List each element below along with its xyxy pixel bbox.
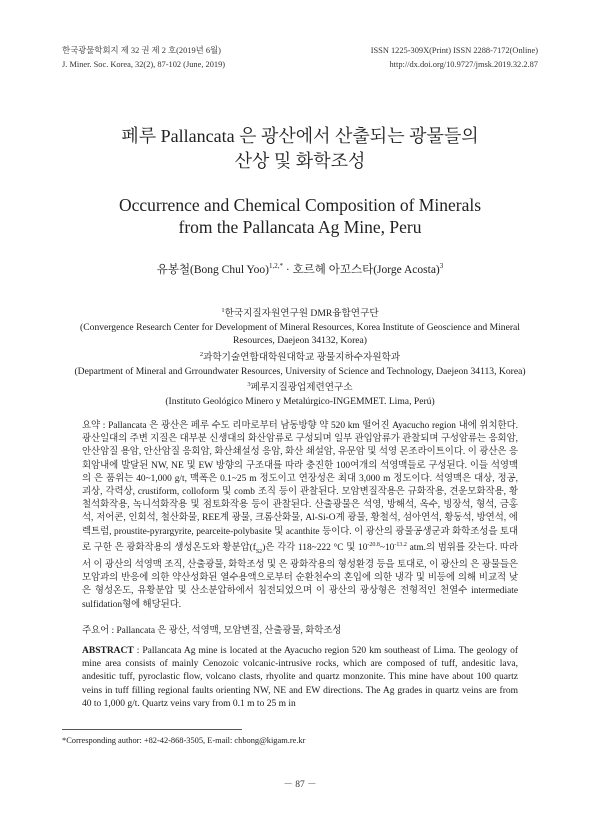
author-yoo-affil: 1,2,* [268,262,283,271]
english-abstract-label: ABSTRACT [82,646,134,656]
korean-abstract-label: 요약 [82,421,101,431]
korean-title [0,124,600,174]
page-number: － 87 － [283,780,317,790]
author-acosta: 호르헤 아꼬스타(Jorge Acosta) [292,264,440,276]
journal-header-left [62,44,225,71]
english-abstract: ABSTRACT : Pallancata Ag mine is located at the Ayacucho region 520 km southeast of Lima. The geology of mine area consists of mainly Cenozoic volcanic-intrusive rocks, which are composed of tuff, andesitic lava, andesitic tuff, pyroclastic flow, volcano clasts, rhyolite and quartz monzonite. This mine have about 100 quartz veins in tuff filling regional faults orienting NW, NE and EW directions. The Ag grades in quartz veins are from 40 to 1,000 g/t. Quartz veins vary from 0.1 m to 25 m in [82,646,518,709]
issn-line: ISSN 1225-309X(Print) ISSN 2288-7172(Online) [370,46,538,55]
english-title-line1: Occurrence and Chemical Composition of Minerals [118,195,482,215]
korean-abstract: 요약 : Pallancata 은 광산은 페루 수도 리마로부터 남동방향 약 520 km 떨어진 Ayacucho region 내에 위치한다. 광산일대의 주변 지질은 대부분 신생대의 화산암류로 구성되며 일부 관입암류가 관찰되며 구성암류는 응회암, 안산암질 용암, 안산암질 응회암, 화산쇄설성 응암, 화산 쇄설암, 유문암 및 석영 몬조라이트이다. 이 광산은 응회암내에 발달된 NW, NE 및 EW 방향의 구조대를 따라 충진한 100여개의 석영맥들로 구성된다. 이들 석영맥의 은 품위는 40~1,000 g/t, 맥폭은 0.1~25 m 정도이고 연장성은 최대 3,000 m 정도이다. 석영맥은 대상, 정공, 괴상, 각력상, crustiform, colloform 및 comb 조직 등이 관찰된다. 모암변질작용은 규화작용, 견운모화작용, 황철석화작용, 녹니석화작용 및 점토화작용 등이 관찰된다. 산출광물은 석영, 방해석, 옥수, 빙장석, 형석, 금홍석, 저어콘, 인회석, 철산화물, REE계 광물, 크롬산화물, Al-Si-O계 광물, 황철석, 섬아연석, 황동석, 방연석, 에렉트럼, proustite-pyrargyrite, pearceite-polybasite 및 acanthite 등이다. 이 광산의 광물공생군과 화학조성을 토대로 구한 은 광화작용의 생성온도와 황분압$(f_{S2})$은 각각 118~222 °C 및 $10^{-20.8}\sim 10^{-13.2}$ atm.의 범위를 갖는다. 따라서 이 광산의 석영맥 조직, 산출광물, 화학조성 및 은 광화작용의 형성환경 등을 토대로, 이 광산의 은 광물들은 모암과의 반응에 의한 약산성화된 열수용액으로부터 순환천수의 혼입에 의한 냉각 및 비등에 의해 비교적 낮은 형성온도, 유황분압 및 산소분압하에서 침전되었으며 이 광산의 광상형은 전형적인 천열수 intermediate sulfidation형에 해당된다. [82,421,518,610]
korean-title-line2: 산상 및 화학조성 [234,151,366,171]
korean-abstract-text: Pallancata 은 광산은 페루 수도 리마로부터 남동방향 약 520 km 떨어진 Ayacucho region 내에 위치한다. 광산일대의 주변 지질은 대부분 신생대의 화산암류로 구성되며 일부 관입암류가 관찰되며 구성암류는 응회암, 안산암질 용암, 안산암질 응회암, 화산쇄설성 응암, 화산 쇄설암, 유문암 및 석영 몬조라이트이다. 이 광산은 응회암내에 발달된 NW, NE 및 EW 방향의 구조대를 따라 충진한 100여개의 석영맥들로 구성된다. 이들 석영맥의 은 품위는 40~1,000 g/t, 맥폭은 0.1~25 m 정도이고 연장성은 최대 3,000 m 정도이다. 석영맥은 대상, 정공, 괴상, 각력상, crustiform, colloform 및 comb 조직 등이 관찰된다. 모암변질작용은 규화작용, 견운모화작용, 황철석화작용, 녹니석화작용 및 점토화작용 등이 관찰된다. 산출광물은 석영, 방해석, 옥수, 빙장석, 형석, 금홍석, 저어콘, 인회석, 철산화물, REE계 광물, 크롬산화물, Al-Si-O계 광물, 황철석, 섬아연석, 황동석, 방연석, 에렉트럼, proustite-pyrargyrite, pearceite-polybasite 및 acanthite 등이다. 이 광산의 광물공생군과 화학조성을 토대로 구한 은 광화작용의 생성온도와 황분압(f [82,421,518,553]
affiliation-1-en: (Convergence Research Center for Development of Mineral Resources, Korea Institute of Geoscience and Mineral Resources, Daejeon 34132, Korea) [80,321,520,347]
author-yoo: 유봉철(Bong Chul Yoo) [156,264,269,276]
journal-header-right [371,44,538,71]
english-title-line2: from the Pallancata Ag Mine, Peru [178,217,422,237]
korean-title-line1: 페루 Pallancata 은 광산에서 산출되는 광물들의 [121,126,479,146]
keywords: 주요어 : Pallancata 은 광산, 석영맥, 모암변질, 산출광물, 화학조성 [82,626,342,636]
author-list [0,261,600,277]
doi-link[interactable]: http://dx.doi.org/10.9727/jmsk.2019.32.2.87 [389,59,538,69]
journal-header-english: J. Miner. Soc. Korea, 32(2), 87-102 (June, 2019) [62,59,226,69]
affiliation-2-en: (Department of Mineral and Grroundwater Resources, University of Science and Technology, Daejeon 34113, Korea) [74,365,526,377]
author-acosta-affil: 3 [439,262,444,271]
english-abstract-text: Pallancata Ag mine is located at the Ayacucho region 520 km southeast of Lima. The geology of mine area consists of mainly Cenozoic volcanic-intrusive rocks, which are composed of tuff, andesitic lava, andesitic tuff, pyroclastic flow, volcano clasts, rhyolite and quartz monzonite. This mine have about 100 quartz veins in tuff filling regional faults orienting NW, NE and EW directions. The Ag grades in quartz veins are from 40 to 1,000 g/t. Quartz veins vary from 0.1 m to 25 m in [82,646,518,709]
corresponding-author-footnote: *Corresponding author: +82-42-868-3505, E-mail: chbong@kigam.re.kr [62,736,306,745]
affiliation-2-ko: $^2$과학기술연합대학원대학교 광물지하수자원학과 [199,350,401,364]
affiliation-3-en: (Instituto Geológico Minero y Metalúrgico-INGEMMET. Lima, Perú) [165,396,435,408]
keywords-text: Pallancata 은 광산, 석영맥, 모암변질, 산출광물, 화학조성 [116,626,342,636]
author-separator: · [282,264,293,276]
affiliation-3-ko: $^3$페루지질광업제련연구소 [247,381,353,394]
english-title [0,194,600,238]
affiliation-1-ko: $^1$한국지질자원연구원 DMR융합연구단 [221,307,379,320]
keywords-label: 주요어 [82,626,110,636]
footnote-divider [62,729,242,730]
journal-header-korean: 한국광물학회지 제 32 권 제 2 호(2019년 6월) [62,46,221,55]
affiliations [60,304,540,409]
